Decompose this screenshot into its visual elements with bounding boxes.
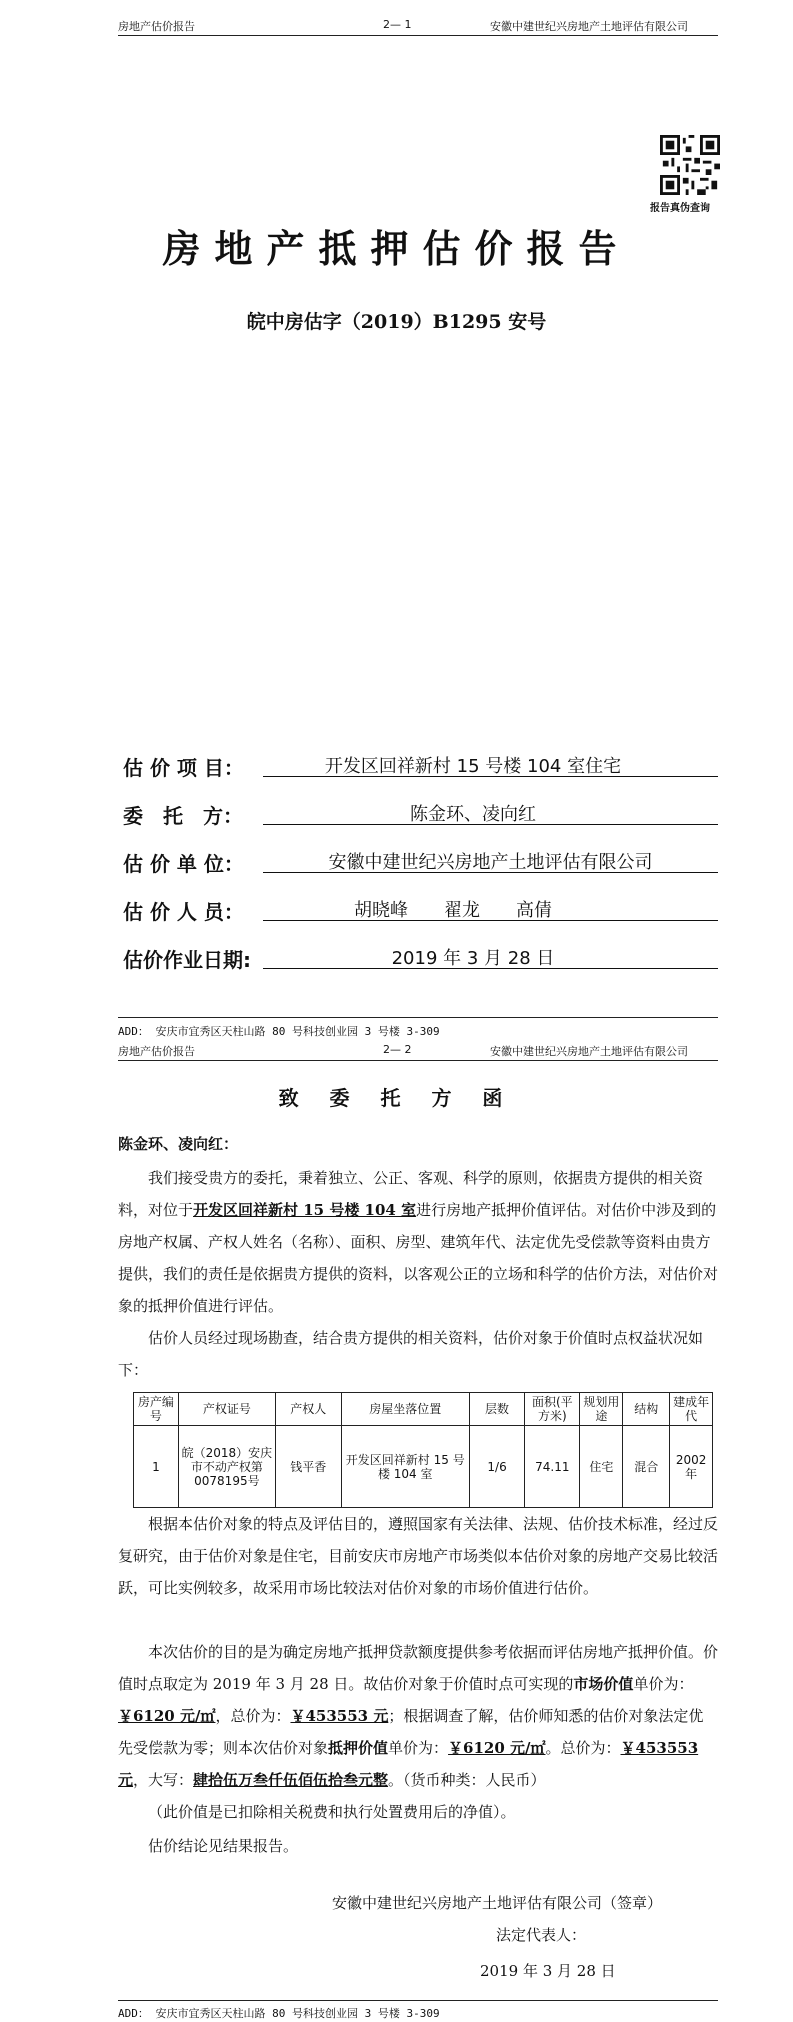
field-label: 估价作业日期: xyxy=(123,948,251,972)
report-number: 皖中房估字（2019）B1295 安号 xyxy=(246,311,547,333)
report-title: 房地产抵押估价报告 xyxy=(162,226,631,271)
col-header: 建成年代 xyxy=(670,1393,713,1426)
field-label: 估 价 单 位： xyxy=(123,852,244,876)
col-header: 结构 xyxy=(623,1393,670,1426)
mortgage-total-price: ￥453553 元 xyxy=(118,1739,699,1789)
header-page-number: 2— 1 xyxy=(383,18,412,31)
field-appraiser-firm xyxy=(123,848,723,878)
col-header: 房产编号 xyxy=(134,1393,179,1426)
property-address: 开发区回祥新村 15 号楼 104 室 xyxy=(193,1201,417,1219)
field-label: 估 价 人 员： xyxy=(123,900,244,924)
text-run: ；根据调查了解，估价师知悉的估价对象法定优先受偿款为零；则本次估价对象 xyxy=(118,1707,704,1757)
salutation: 陈金环、凌向红： xyxy=(118,1135,239,1153)
table-cell: 钱平香 xyxy=(275,1426,341,1508)
col-header: 规划用途 xyxy=(580,1393,623,1426)
paragraph-status: 估价人员经过现场勘查，结合贵方提供的相关资料，估价对象于价值时点权益状况如下： xyxy=(118,1329,704,1379)
letter-title: 致 委 托 方 函 xyxy=(278,1086,515,1110)
mortgage-unit-price: ￥6120 元/㎡ xyxy=(448,1739,546,1757)
header-page-number: 2— 2 xyxy=(383,1043,412,1056)
text-run: 。总价为： xyxy=(545,1739,621,1757)
table-cell: 2002 年 xyxy=(670,1426,713,1508)
field-client xyxy=(123,800,723,830)
text-run: ，总价为： xyxy=(215,1707,291,1725)
signature-company: 安徽中建世纪兴房地产土地评估有限公司（签章） xyxy=(332,1894,663,1912)
text-run: 市场价值 xyxy=(573,1675,634,1693)
table-cell: 74.11 xyxy=(525,1426,580,1508)
table-row xyxy=(134,1426,713,1508)
table-cell: 1 xyxy=(134,1426,179,1508)
paragraph-conclusion: 估价结论见结果报告。 xyxy=(148,1837,299,1855)
table-cell: 皖（2018）安庆市不动产权第 0078195号 xyxy=(178,1426,275,1508)
page2-header xyxy=(118,1043,718,1059)
header-company: 安徽中建世纪兴房地产土地评估有限公司 xyxy=(490,1045,688,1058)
table-cell: 混合 xyxy=(623,1426,670,1508)
paragraph-commission xyxy=(118,1162,718,1322)
field-label: 委 托 方： xyxy=(123,804,243,828)
col-header: 产权证号 xyxy=(178,1393,275,1426)
page2-footer-address: ADD： 安庆市宜秀区天柱山路 80 号科技创业园 3 号楼 3-309 xyxy=(118,2007,440,2020)
col-header: 房屋坐落位置 xyxy=(341,1393,469,1426)
field-value: 安徽中建世纪兴房地产土地评估有限公司 xyxy=(328,852,653,873)
text-run: 。（货币种类：人民币） xyxy=(388,1771,546,1789)
market-unit-price: ￥6120 元/㎡ xyxy=(118,1707,216,1725)
header-rule xyxy=(118,35,718,36)
qr-code-icon[interactable] xyxy=(660,135,720,195)
field-work-date xyxy=(123,944,723,974)
field-value: 2019 年 3 月 28 日 xyxy=(391,948,555,969)
text-run: ，大写： xyxy=(133,1771,194,1789)
field-value: 胡晓峰 翟龙 高倩 xyxy=(354,900,552,921)
signature-date: 2019 年 3 月 28 日 xyxy=(480,1962,616,1980)
qr-caption: 报告真伪查询 xyxy=(650,203,710,214)
text-run: 单价为： xyxy=(633,1675,694,1693)
header-rule xyxy=(118,1060,718,1061)
page1-footer-address: ADD： 安庆市宜秀区天柱山路 80 号科技创业园 3 号楼 3-309 xyxy=(118,1025,440,1038)
field-label: 估 价 项 目： xyxy=(123,756,244,780)
header-left: 房地产估价报告 xyxy=(118,1045,195,1058)
amount-in-words: 肆拾伍万叁仟伍佰伍拾叁元整 xyxy=(193,1771,389,1789)
table-cell: 开发区回祥新村 15 号楼 104 室 xyxy=(341,1426,469,1508)
text-run: 我们接受贵方的委托，秉着独立、公正、客观、科学的原则，依据贵方提供的相关资料，对位于 xyxy=(118,1169,704,1219)
page1-header xyxy=(118,18,718,34)
field-value: 开发区回祥新村 15 号楼 104 室住宅 xyxy=(324,756,622,777)
text-run: 抵押价值 xyxy=(328,1739,389,1757)
footer-rule xyxy=(118,1017,718,1018)
field-project xyxy=(123,752,723,782)
text-run: 单价为： xyxy=(388,1739,449,1757)
paragraph-valuation xyxy=(118,1636,718,1796)
market-total-price: ￥453553 元 xyxy=(290,1707,389,1725)
field-appraisers xyxy=(123,896,723,926)
paragraph-method: 根据本估价对象的特点及评估目的，遵照国家有关法律、法规、估价技术标准，经过反复研究，由于估价对象是住宅，目前安庆市房地产市场类似本估价对象的房地产交易比较活跃，可比实例较多，故采用市场比较法对估价对象的市场价值进行估价。 xyxy=(118,1515,719,1597)
field-value: 陈金环、凌向红 xyxy=(410,804,536,825)
property-table xyxy=(133,1392,713,1508)
text-run: 本次估价的目的是为确定房地产抵押贷款额度提供参考依据而评估房地产抵押价值。价值时点取定为 2019 年 3 月 28 日。故估价对象于价值时点可实现的 xyxy=(118,1643,719,1693)
col-header: 层数 xyxy=(469,1393,524,1426)
table-cell: 住宅 xyxy=(580,1426,623,1508)
table-cell: 1/6 xyxy=(469,1426,524,1508)
col-header: 面积(平方米) xyxy=(525,1393,580,1426)
signature-legal-rep: 法定代表人： xyxy=(496,1926,587,1944)
table-header-row xyxy=(134,1393,713,1426)
text-run: 进行房地产抵押价值评估。对估价中涉及到的房地产权属、产权人姓名（名称）、面积、房型、建筑年代、法定优先受偿款等资料由贵方提供，我们的责任是依据贵方提供的资料，以客观公正的立场和科学的估价方法，对估价对象的抵押价值进行评估。 xyxy=(118,1201,719,1315)
header-left: 房地产估价报告 xyxy=(118,20,195,33)
footer-rule xyxy=(118,2000,718,2001)
header-company: 安徽中建世纪兴房地产土地评估有限公司 xyxy=(490,20,688,33)
col-header: 产权人 xyxy=(275,1393,341,1426)
paragraph-note: （此价值是已扣除相关税费和执行处置费用后的净值）。 xyxy=(148,1803,516,1821)
